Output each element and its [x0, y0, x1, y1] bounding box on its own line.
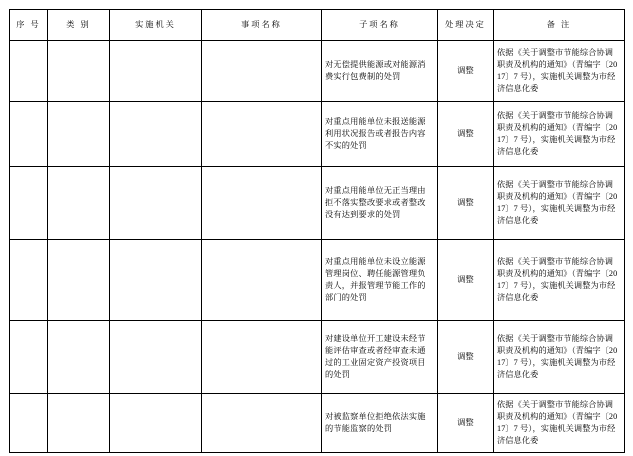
- table-header: [10, 10, 625, 41]
- column-header-subitem: 子项名称: [322, 10, 438, 41]
- cell-remark: 依据《关于调整市节能综合协调职责及机构的通知》（青编字〔2017〕7 号），实施机关调整为市经济信息化委: [494, 167, 625, 240]
- cell-decision: 调整: [438, 102, 494, 167]
- cell-remark: 依据《关于调整市节能综合协调职责及机构的通知》（青编字〔2017〕7 号），实施机关调整为市经济信息化委: [494, 394, 625, 453]
- cell-remark: 依据《关于调整市节能综合协调职责及机构的通知》（青编字〔2017〕7 号），实施机关调整为市经济信息化委: [494, 240, 625, 321]
- column-header-decision: 处理决定: [438, 10, 494, 41]
- cell-organ: [110, 167, 202, 240]
- cell-decision: 调整: [438, 167, 494, 240]
- table-header-row: [10, 10, 625, 41]
- column-header-item: 事项名称: [202, 10, 322, 41]
- cell-subitem: 对重点用能单位未报送能源利用状况报告或者报告内容不实的处罚: [322, 102, 438, 167]
- table-row: [10, 321, 625, 394]
- cell-subitem: 对建设单位开工建设未经节能评估审查或者经审查未通过的工业固定资产投资项目的处罚: [322, 321, 438, 394]
- cell-remark: 依据《关于调整市节能综合协调职责及机构的通知》（青编字〔2017〕7 号），实施机关调整为市经济信息化委: [494, 41, 625, 102]
- cell-decision: 调整: [438, 394, 494, 453]
- cell-organ: [110, 41, 202, 102]
- cell-decision: 调整: [438, 321, 494, 394]
- cell-remark: 依据《关于调整市节能综合协调职责及机构的通知》（青编字〔2017〕7 号），实施机关调整为市经济信息化委: [494, 321, 625, 394]
- table-body: [10, 41, 625, 453]
- cell-item: [202, 394, 322, 453]
- cell-remark: 依据《关于调整市节能综合协调职责及机构的通知》（青编字〔2017〕7 号），实施机关调整为市经济信息化委: [494, 102, 625, 167]
- cell-organ: [110, 394, 202, 453]
- column-header-remark: 备 注: [494, 10, 625, 41]
- cell-category: [48, 394, 110, 453]
- cell-organ: [110, 102, 202, 167]
- table-row: [10, 102, 625, 167]
- cell-decision: 调整: [438, 41, 494, 102]
- table-row: [10, 394, 625, 453]
- column-header-organ: 实施机关: [110, 10, 202, 41]
- cell-category: [48, 102, 110, 167]
- column-header-category: 类 别: [48, 10, 110, 41]
- table-row: [10, 240, 625, 321]
- cell-item: [202, 167, 322, 240]
- cell-organ: [110, 240, 202, 321]
- cell-item: [202, 321, 322, 394]
- table-row: [10, 41, 625, 102]
- adjustment-list-table: [9, 9, 625, 453]
- cell-subitem: 对重点用能单位未设立能源管理岗位、聘任能源管理负责人，并报管理节能工作的部门的处罚: [322, 240, 438, 321]
- cell-seq: [10, 167, 48, 240]
- cell-decision: 调整: [438, 240, 494, 321]
- cell-item: [202, 102, 322, 167]
- cell-item: [202, 240, 322, 321]
- cell-organ: [110, 321, 202, 394]
- cell-category: [48, 321, 110, 394]
- cell-subitem: 对被监察单位拒绝依法实施的节能监察的处罚: [322, 394, 438, 453]
- cell-seq: [10, 321, 48, 394]
- cell-seq: [10, 394, 48, 453]
- cell-subitem: 对无偿提供能源或对能源消费实行包费制的处罚: [322, 41, 438, 102]
- table-row: [10, 167, 625, 240]
- column-header-seq: 序 号: [10, 10, 48, 41]
- cell-category: [48, 41, 110, 102]
- cell-category: [48, 240, 110, 321]
- cell-item: [202, 41, 322, 102]
- cell-seq: [10, 41, 48, 102]
- cell-category: [48, 167, 110, 240]
- cell-subitem: 对重点用能单位无正当理由拒不落实整改要求或者整改没有达到要求的处罚: [322, 167, 438, 240]
- cell-seq: [10, 102, 48, 167]
- cell-seq: [10, 240, 48, 321]
